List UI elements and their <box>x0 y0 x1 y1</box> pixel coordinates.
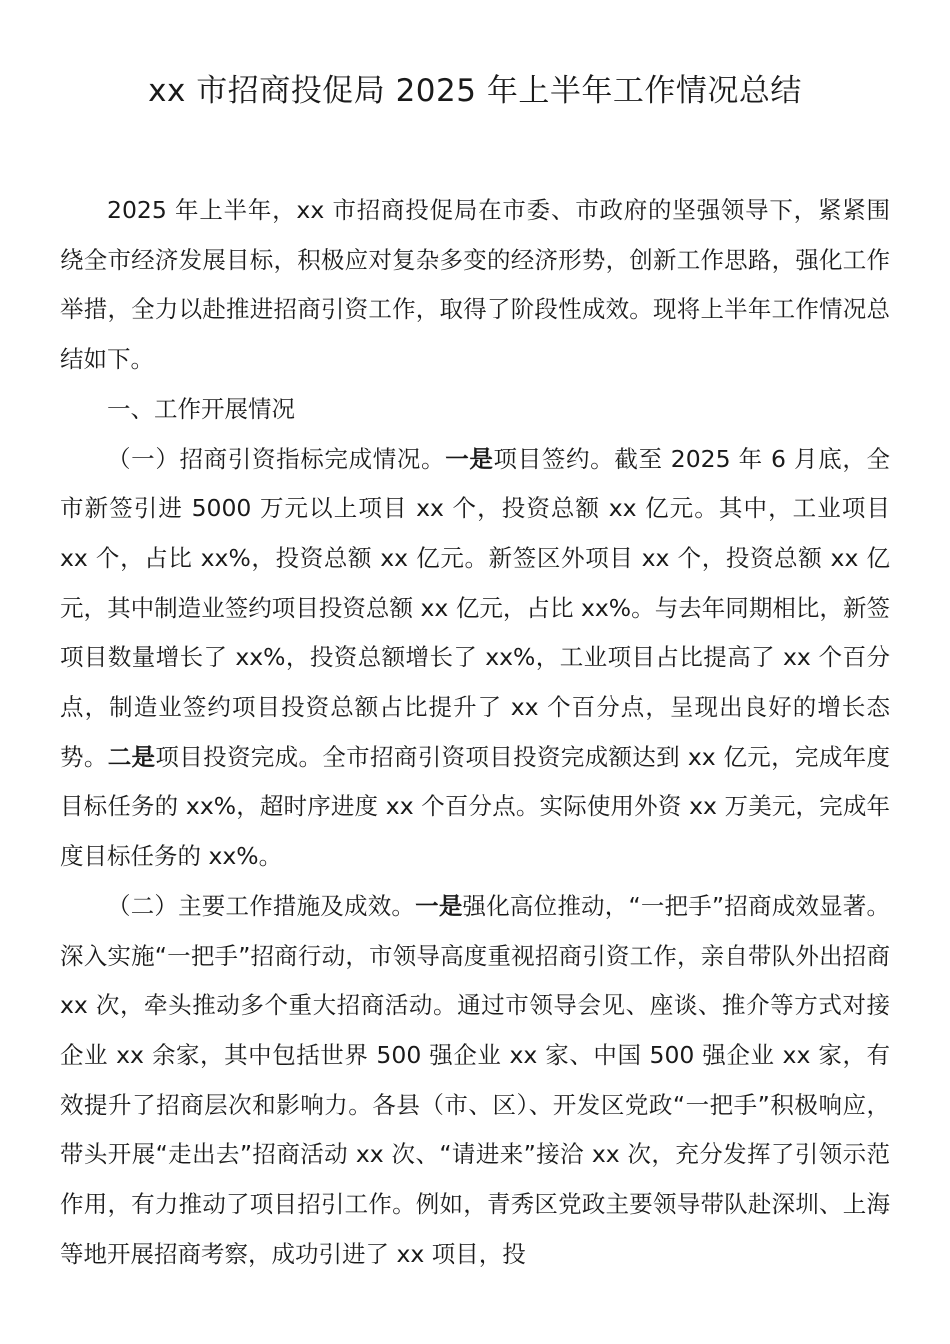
paragraph-text: 强化高位推动，“一把手”招商成效显著。深入实施“一把手”招商行动，市领导高度重视招商引资工作，亲自带队外出招商 xx 次，牵头推动多个重大招商活动。通过市领导会见、座谈、推介等方式对接企业 xx 余家，其中包括世界 500 强企业 xx 家、中国 500 强企业 xx 家，有效提升了招商层次和影响力。各县（市、区）、开发区党政“一把手”积极响应，带头开展“走出去”招商活动 xx 次、“请进来”接洽 xx 次，充分发挥了引领示范作用，有力推动了项目招引工作。例如，青秀区党政主要领导带队赴深圳、上海等地开展招商考察，成功引进了 xx 项目，投 <box>60 891 891 1268</box>
paragraph-indicators <box>60 435 890 882</box>
paragraph-intro <box>60 186 890 385</box>
paragraph-text: 项目签约。截至 2025 年 6 月底，全市新签引进 5000 万元以上项目 xx 个，投资总额 xx 亿元。其中，工业项目 xx 个，占比 xx%，投资总额 xx 亿元。新签区外项目 xx 个，投资总额 xx 亿元，其中制造业签约项目投资总额 xx 亿元，占比 xx%。与去年同期相比，新签项目数量增长了 xx%，投资总额增长了 xx%，工业项目占比提高了 xx 个百分点，制造业签约项目投资总额占比提升了 xx 个百分点，呈现出良好的增长态势。 <box>60 444 891 771</box>
document-body <box>60 186 890 1279</box>
section-heading-text: 一、工作开展情况 <box>107 394 295 423</box>
bold-marker: 一是 <box>415 891 463 920</box>
paragraph-measures <box>60 882 890 1280</box>
paragraph-text: 2025 年上半年，xx 市招商投促局在市委、市政府的坚强领导下，紧紧围绕全市经济发展目标，积极应对复杂多变的经济形势，创新工作思路，强化工作举措，全力以赴推进招商引资工作，取得了阶段性成效。现将上半年工作情况总结如下。 <box>60 196 890 374</box>
subsection-heading: （二）主要工作措施及成效。 <box>107 891 416 920</box>
subsection-heading: （一）招商引资指标完成情况。 <box>107 444 446 473</box>
paragraph-text: 项目投资完成。全市招商引资项目投资完成额达到 xx 亿元，完成年度目标任务的 xx%，超时序进度 xx 个百分点。实际使用外资 xx 万美元，完成年度目标任务的 xx%。 <box>60 742 891 871</box>
bold-marker: 一是 <box>445 444 494 473</box>
bold-marker: 二是 <box>107 742 156 771</box>
document-title: xx 市招商投促局 2025 年上半年工作情况总结 <box>148 73 802 109</box>
section-heading <box>60 385 890 435</box>
document-page <box>60 60 890 1279</box>
